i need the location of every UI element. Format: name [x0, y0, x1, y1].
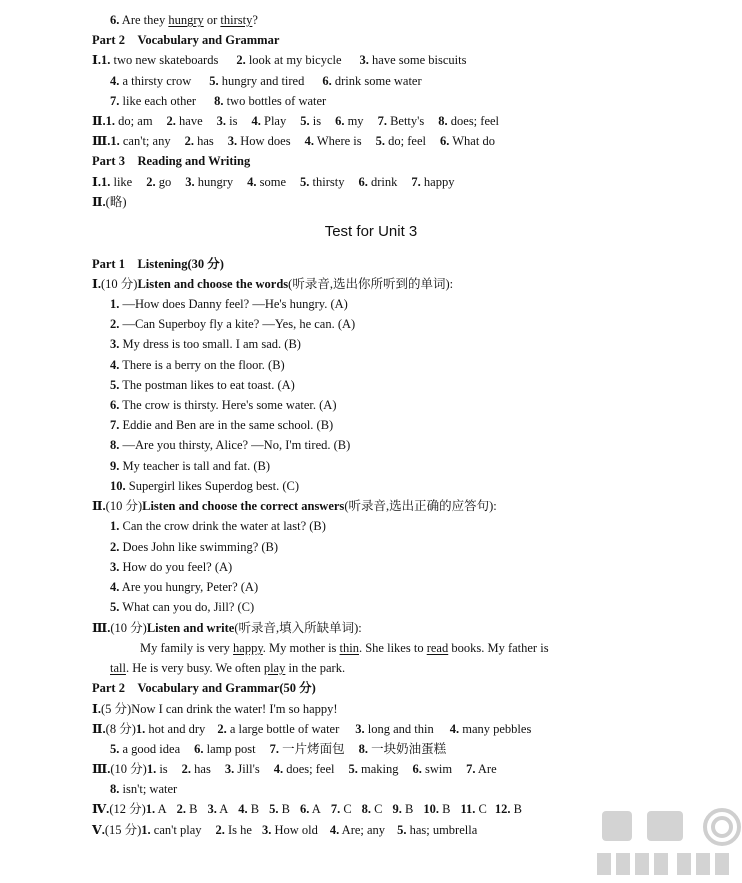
prev-part2-heading: Part 2 Vocabulary and Grammar: [92, 33, 280, 47]
prev-item-6: 6. Are they hungry or thirsty?: [110, 13, 258, 27]
answer-thin: thin: [339, 641, 359, 655]
prev-vocab-section-3: Ⅲ.1. can't; any 2. has 3. How does 4. Where is 5. do; feel 6. What do: [92, 134, 495, 148]
list-item: 1. —How does Danny feel? —He's hungry. (A): [110, 297, 348, 311]
list-item: 4. Are you hungry, Peter? (A): [110, 580, 259, 594]
answer-happy: happy: [233, 641, 263, 655]
answer-read: read: [426, 641, 449, 655]
list-item: 10. Supergirl likes Superdog best. (C): [110, 479, 299, 493]
list-item: 5. The postman likes to eat toast. (A): [110, 378, 295, 392]
vocab-section-2-row-1: Ⅱ.(8 分)1. hot and dry 2. a large bottle of water 3. long and thin 4. many pebbles: [92, 722, 532, 736]
watermark-logo: [552, 793, 742, 883]
list-item: 2. —Can Superboy fly a kite? —Yes, he can. (A): [110, 317, 356, 331]
page-title: Test for Unit 3: [324, 223, 418, 240]
listening-passage-line-2: tall. He is very busy. We often play in the park.: [110, 661, 346, 675]
list-item: 4. There is a berry on the floor. (B): [110, 358, 285, 372]
prev-vocab-section-1-row-3: 7. like each other 8. two bottles of water: [110, 94, 327, 108]
prev-reading-section-2: Ⅱ.(略): [92, 195, 127, 209]
prev-part3-heading: Part 3 Reading and Writing: [92, 154, 251, 168]
vocab-section-4: Ⅳ.(12 分)1. A 2. B 3. A 4. B 5. B 6. A 7. C 8. C 9. B 10. B 11. C 12. B: [92, 802, 522, 816]
listening-section-2-heading: Ⅱ.(10 分)Listen and choose the correct answers(听录音,选出正确的应答句):: [92, 499, 497, 513]
listening-section-3-heading: Ⅲ.(10 分)Listen and write(听录音,填入所缺单词):: [92, 621, 362, 635]
vocab-section-2-row-2: 5. a good idea 6. lamp post 7. 一片烤面包 8. 一块奶油蛋糕: [110, 742, 447, 756]
list-item: 3. My dress is too small. I am sad. (B): [110, 337, 301, 351]
answer-tall: tall: [110, 661, 126, 675]
answer-hungry: hungry: [168, 13, 204, 27]
list-item: 6. The crow is thirsty. Here's some water. (A): [110, 398, 337, 412]
list-item: 9. My teacher is tall and fat. (B): [110, 459, 271, 473]
vocab-section-3-row-2: 8. isn't; water: [110, 782, 178, 796]
answer-play: play: [263, 661, 286, 675]
vocab-section-5: Ⅴ.(15 分)1. can't play 2. Is he 3. How old 4. Are; any 5. has; umbrella: [92, 823, 478, 837]
list-item: 2. Does John like swimming? (B): [110, 540, 279, 554]
prev-vocab-section-2: Ⅱ.1. do; am 2. have 3. is 4. Play 5. is 6. my 7. Betty's 8. does; feel: [92, 114, 500, 128]
prev-vocab-section-1-row-1: Ⅰ.1. two new skateboards 2. look at my bicycle 3. have some biscuits: [92, 53, 467, 67]
prev-vocab-section-1-row-2: 4. a thirsty crow 5. hungry and tired 6. drink some water: [110, 74, 422, 88]
list-item: 7. Eddie and Ben are in the same school. (B): [110, 418, 334, 432]
list-item: 1. Can the crow drink the water at last? (B): [110, 519, 326, 533]
list-item: 3. How do you feel? (A): [110, 560, 233, 574]
prev-reading-section-1: Ⅰ.1. like 2. go 3. hungry 4. some 5. thirsty 6. drink 7. happy: [92, 175, 455, 189]
part1-heading: Part 1 Listening(30 分): [92, 257, 224, 271]
list-item: 5. What can you do, Jill? (C): [110, 600, 255, 614]
listening-section-1-heading: Ⅰ.(10 分)Listen and choose the words(听录音,选出你所听到的单词):: [92, 277, 454, 291]
part2-heading: Part 2 Vocabulary and Grammar(50 分): [92, 681, 316, 695]
answer-thirsty: thirsty: [220, 13, 253, 27]
list-item: 8. —Are you thirsty, Alice? —No, I'm tired. (B): [110, 438, 351, 452]
vocab-section-1: Ⅰ.(5 分)Now I can drink the water! I'm so happy!: [92, 702, 338, 716]
listening-passage-line-1: My family is very happy. My mother is thin. She likes to read books. My father is: [140, 641, 549, 655]
vocab-section-3-row-1: Ⅲ.(10 分)1. is 2. has 3. Jill's 4. does; feel 5. making 6. swim 7. Are: [92, 762, 497, 776]
